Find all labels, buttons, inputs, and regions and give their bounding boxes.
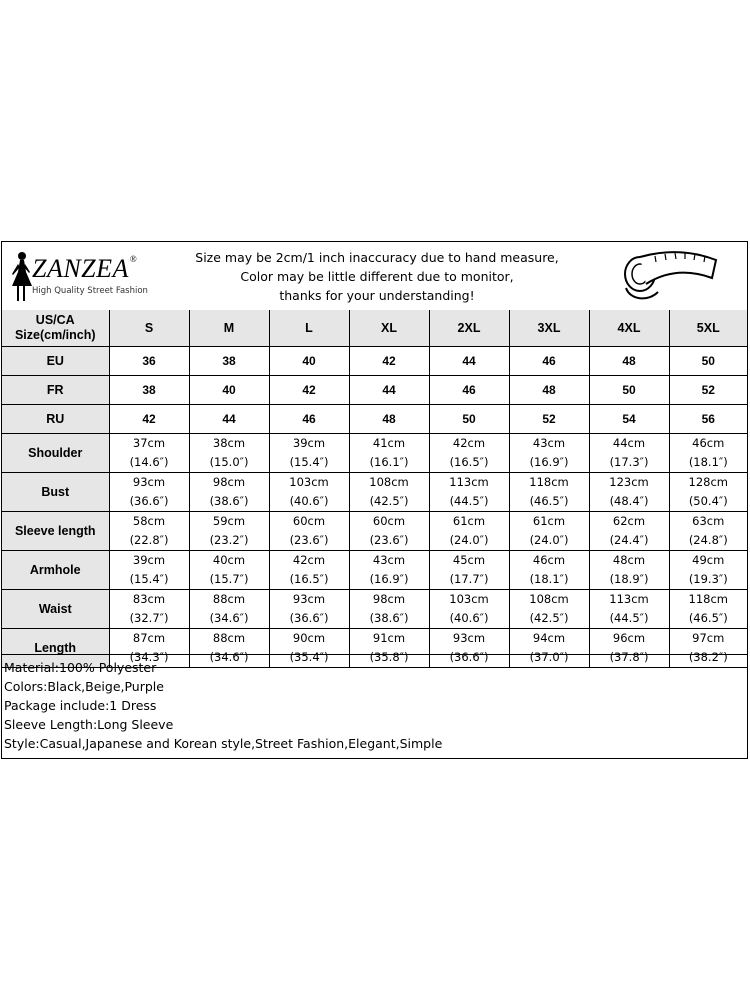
inch-value: (38.6″) <box>369 610 409 625</box>
notice-line: Color may be little different due to monitor, <box>240 269 514 284</box>
region-row <box>2 375 747 404</box>
cm-value: 61cm <box>452 513 486 528</box>
inch-value: (15.4″) <box>289 454 329 469</box>
cm-value: 63cm <box>692 513 725 528</box>
inch-value: (48.4″) <box>609 493 649 508</box>
region-size-cell: 44 <box>349 375 429 404</box>
cm-value: 98cm <box>372 591 406 606</box>
cm-value: 49cm <box>692 552 725 567</box>
measurement-row <box>2 511 747 550</box>
inch-value: (38.6″) <box>209 493 249 508</box>
inch-value: (32.7″) <box>129 610 169 625</box>
size-header-cell: 5XL <box>669 310 747 346</box>
measurement-cell <box>269 550 349 589</box>
region-size-cell: 38 <box>189 346 269 375</box>
inch-value: (15.7″) <box>209 571 249 586</box>
size-table <box>2 310 747 668</box>
measurement-row <box>2 550 747 589</box>
cm-value: 62cm <box>612 513 646 528</box>
region-size-cell: 42 <box>349 346 429 375</box>
cm-value: 88cm <box>212 591 246 606</box>
region-row <box>2 346 747 375</box>
region-size-cell: 38 <box>109 375 189 404</box>
row-label: Length <box>2 628 109 667</box>
region-size-cell: 46 <box>269 404 349 433</box>
measurement-cell <box>669 472 747 511</box>
size-header-cell: 4XL <box>589 310 669 346</box>
region-size-cell: 54 <box>589 404 669 433</box>
region-size-cell: 44 <box>189 404 269 433</box>
size-header-cell: M <box>189 310 269 346</box>
region-size-cell: 48 <box>509 375 589 404</box>
measurement-cell <box>589 511 669 550</box>
region-size-cell: 50 <box>669 346 747 375</box>
row-label: Shoulder <box>2 433 109 472</box>
measurement-cell <box>109 589 189 628</box>
measurement-notice <box>192 248 562 305</box>
cm-value: 108cm <box>529 591 569 606</box>
inch-value: (18.1″) <box>529 571 569 586</box>
measurement-cell <box>189 550 269 589</box>
inch-value: (35.8″) <box>369 649 409 664</box>
cm-value: 42cm <box>452 435 486 450</box>
measurement-cell <box>269 472 349 511</box>
cm-value: 96cm <box>612 630 646 645</box>
measurement-cell <box>349 550 429 589</box>
measurement-cell <box>509 511 589 550</box>
inch-value: (22.8″) <box>129 532 169 547</box>
cm-value: 123cm <box>609 474 649 489</box>
region-size-cell: 52 <box>669 375 747 404</box>
inch-value: (44.5″) <box>449 493 489 508</box>
size-header-cell: 2XL <box>429 310 509 346</box>
inch-value: (38.2″) <box>688 649 728 664</box>
measurement-cell <box>429 511 509 550</box>
inch-value: (18.1″) <box>688 454 728 469</box>
region-size-cell: 42 <box>109 404 189 433</box>
cm-value: 94cm <box>532 630 566 645</box>
measurement-cell <box>669 511 747 550</box>
measurement-cell <box>589 550 669 589</box>
measurement-cell <box>429 550 509 589</box>
measurement-row <box>2 433 747 472</box>
inch-value: (34.3″) <box>129 649 169 664</box>
region-size-cell: 40 <box>189 375 269 404</box>
row-label: Bust <box>2 472 109 511</box>
region-row <box>2 404 747 433</box>
woman-silhouette-icon <box>8 250 34 304</box>
inch-value: (23.6″) <box>289 532 329 547</box>
notice-line: Size may be 2cm/1 inch inaccuracy due to hand measure, <box>195 250 559 265</box>
inch-value: (23.2″) <box>209 532 249 547</box>
inch-value: (34.6″) <box>209 649 249 664</box>
inch-value: (36.6″) <box>449 649 489 664</box>
row-label: Waist <box>2 589 109 628</box>
inch-value: (44.5″) <box>609 610 649 625</box>
corner-line: US/CA <box>35 312 75 327</box>
region-size-cell: 56 <box>669 404 747 433</box>
inch-value: (40.6″) <box>289 493 329 508</box>
region-size-cell: 42 <box>269 375 349 404</box>
cm-value: 60cm <box>372 513 406 528</box>
inch-value: (17.7″) <box>449 571 489 586</box>
measurement-cell <box>189 511 269 550</box>
inch-value: (15.4″) <box>129 571 169 586</box>
notice-line: thanks for your understanding! <box>279 288 475 303</box>
note-package: Package include:1 Dress <box>4 698 157 713</box>
cm-value: 128cm <box>688 474 728 489</box>
cm-value: 40cm <box>212 552 246 567</box>
measurement-cell <box>509 550 589 589</box>
measurement-cell <box>589 433 669 472</box>
measurement-cell <box>509 433 589 472</box>
inch-value: (15.0″) <box>209 454 249 469</box>
region-size-cell: 52 <box>509 404 589 433</box>
brand-logo <box>4 244 164 306</box>
cm-value: 87cm <box>132 630 166 645</box>
cm-value: 118cm <box>529 474 569 489</box>
cm-value: 43cm <box>372 552 406 567</box>
cm-value: 60cm <box>292 513 326 528</box>
row-label: RU <box>2 404 109 433</box>
inch-value: (40.6″) <box>449 610 489 625</box>
cm-value: 88cm <box>212 630 246 645</box>
cm-value: 90cm <box>292 630 326 645</box>
cm-value: 91cm <box>372 630 406 645</box>
measurement-cell <box>189 589 269 628</box>
cm-value: 59cm <box>212 513 246 528</box>
size-header-cell: XL <box>349 310 429 346</box>
cm-value: 83cm <box>132 591 166 606</box>
inch-value: (42.5″) <box>529 610 569 625</box>
cm-value: 58cm <box>132 513 166 528</box>
cm-value: 39cm <box>292 435 326 450</box>
measurement-cell <box>349 511 429 550</box>
product-notes <box>2 654 747 758</box>
inch-value: (24.4″) <box>609 532 649 547</box>
measurement-cell <box>109 550 189 589</box>
cm-value: 45cm <box>452 552 486 567</box>
corner-line: Size(cm/inch) <box>14 327 96 342</box>
cm-value: 93cm <box>292 591 326 606</box>
cm-value: 108cm <box>369 474 409 489</box>
cm-value: 38cm <box>212 435 246 450</box>
inch-value: (16.5″) <box>449 454 489 469</box>
brand-name: ZANZEA® <box>32 254 138 283</box>
cm-value: 97cm <box>692 630 725 645</box>
region-size-cell: 48 <box>349 404 429 433</box>
cm-value: 43cm <box>532 435 566 450</box>
inch-value: (18.9″) <box>609 571 649 586</box>
measurement-cell <box>349 433 429 472</box>
inch-value: (24.8″) <box>688 532 728 547</box>
cm-value: 113cm <box>609 591 649 606</box>
measurement-cell <box>429 433 509 472</box>
inch-value: (34.6″) <box>209 610 249 625</box>
cm-value: 39cm <box>132 552 166 567</box>
measurement-cell <box>109 472 189 511</box>
measurement-cell <box>429 589 509 628</box>
cm-value: 41cm <box>372 435 406 450</box>
region-size-cell: 50 <box>589 375 669 404</box>
inch-value: (37.8″) <box>609 649 649 664</box>
measurement-cell <box>669 433 747 472</box>
measurement-row <box>2 472 747 511</box>
inch-value: (36.6″) <box>289 610 329 625</box>
inch-value: (24.0″) <box>529 532 569 547</box>
cm-value: 42cm <box>292 552 326 567</box>
inch-value: (16.9″) <box>529 454 569 469</box>
inch-value: (14.6″) <box>129 454 169 469</box>
measurement-cell <box>589 589 669 628</box>
measurement-cell <box>109 511 189 550</box>
measurement-cell <box>509 472 589 511</box>
measurement-cell <box>269 511 349 550</box>
note-sleeve: Sleeve Length:Long Sleeve <box>4 717 174 732</box>
measurement-cell <box>269 433 349 472</box>
size-header-row <box>2 310 747 346</box>
measurement-cell <box>349 472 429 511</box>
inch-value: (16.5″) <box>289 571 329 586</box>
size-header-cell: 3XL <box>509 310 589 346</box>
region-size-cell: 44 <box>429 346 509 375</box>
region-size-cell: 48 <box>589 346 669 375</box>
region-size-cell: 46 <box>429 375 509 404</box>
cm-value: 103cm <box>289 474 329 489</box>
measurement-cell <box>669 550 747 589</box>
note-style: Style:Casual,Japanese and Korean style,Street Fashion,Elegant,Simple <box>4 736 443 751</box>
inch-value: (50.4″) <box>688 493 728 508</box>
size-header-cell: S <box>109 310 189 346</box>
region-size-cell: 36 <box>109 346 189 375</box>
measurement-cell <box>349 589 429 628</box>
measurement-cell <box>189 433 269 472</box>
note-material: Material:100% Polyester <box>4 660 157 675</box>
inch-value: (37.0″) <box>529 649 569 664</box>
inch-value: (36.6″) <box>129 493 169 508</box>
corner-cell <box>2 310 109 346</box>
measuring-tape-icon <box>620 248 720 306</box>
inch-value: (17.3″) <box>609 454 649 469</box>
chart-header <box>2 242 747 311</box>
inch-value: (46.5″) <box>688 610 728 625</box>
cm-value: 44cm <box>612 435 646 450</box>
inch-value: (24.0″) <box>449 532 489 547</box>
cm-value: 93cm <box>452 630 486 645</box>
measurement-cell <box>429 472 509 511</box>
row-label: EU <box>2 346 109 375</box>
measurement-cell <box>669 589 747 628</box>
cm-value: 37cm <box>132 435 166 450</box>
cm-value: 93cm <box>132 474 166 489</box>
cm-value: 118cm <box>688 591 728 606</box>
region-size-cell: 46 <box>509 346 589 375</box>
measurement-row <box>2 589 747 628</box>
inch-value: (23.6″) <box>369 532 409 547</box>
measurement-cell <box>589 472 669 511</box>
inch-value: (35.4″) <box>289 649 329 664</box>
cm-value: 113cm <box>449 474 489 489</box>
brand-tagline: High Quality Street Fashion <box>32 286 148 296</box>
row-label: FR <box>2 375 109 404</box>
note-colors: Colors:Black,Beige,Purple <box>4 679 164 694</box>
cm-value: 48cm <box>612 552 646 567</box>
measurement-cell <box>269 589 349 628</box>
inch-value: (42.5″) <box>369 493 409 508</box>
inch-value: (19.3″) <box>688 571 728 586</box>
inch-value: (16.9″) <box>369 571 409 586</box>
row-label: Sleeve length <box>2 511 109 550</box>
cm-value: 46cm <box>532 552 566 567</box>
measurement-cell <box>189 472 269 511</box>
inch-value: (46.5″) <box>529 493 569 508</box>
cm-value: 46cm <box>692 435 725 450</box>
row-label: Armhole <box>2 550 109 589</box>
measurement-cell <box>109 433 189 472</box>
cm-value: 103cm <box>449 591 489 606</box>
measurement-cell <box>509 589 589 628</box>
size-chart <box>1 241 748 759</box>
region-size-cell: 40 <box>269 346 349 375</box>
region-size-cell: 50 <box>429 404 509 433</box>
cm-value: 98cm <box>212 474 246 489</box>
cm-value: 61cm <box>532 513 566 528</box>
inch-value: (16.1″) <box>369 454 409 469</box>
size-header-cell: L <box>269 310 349 346</box>
